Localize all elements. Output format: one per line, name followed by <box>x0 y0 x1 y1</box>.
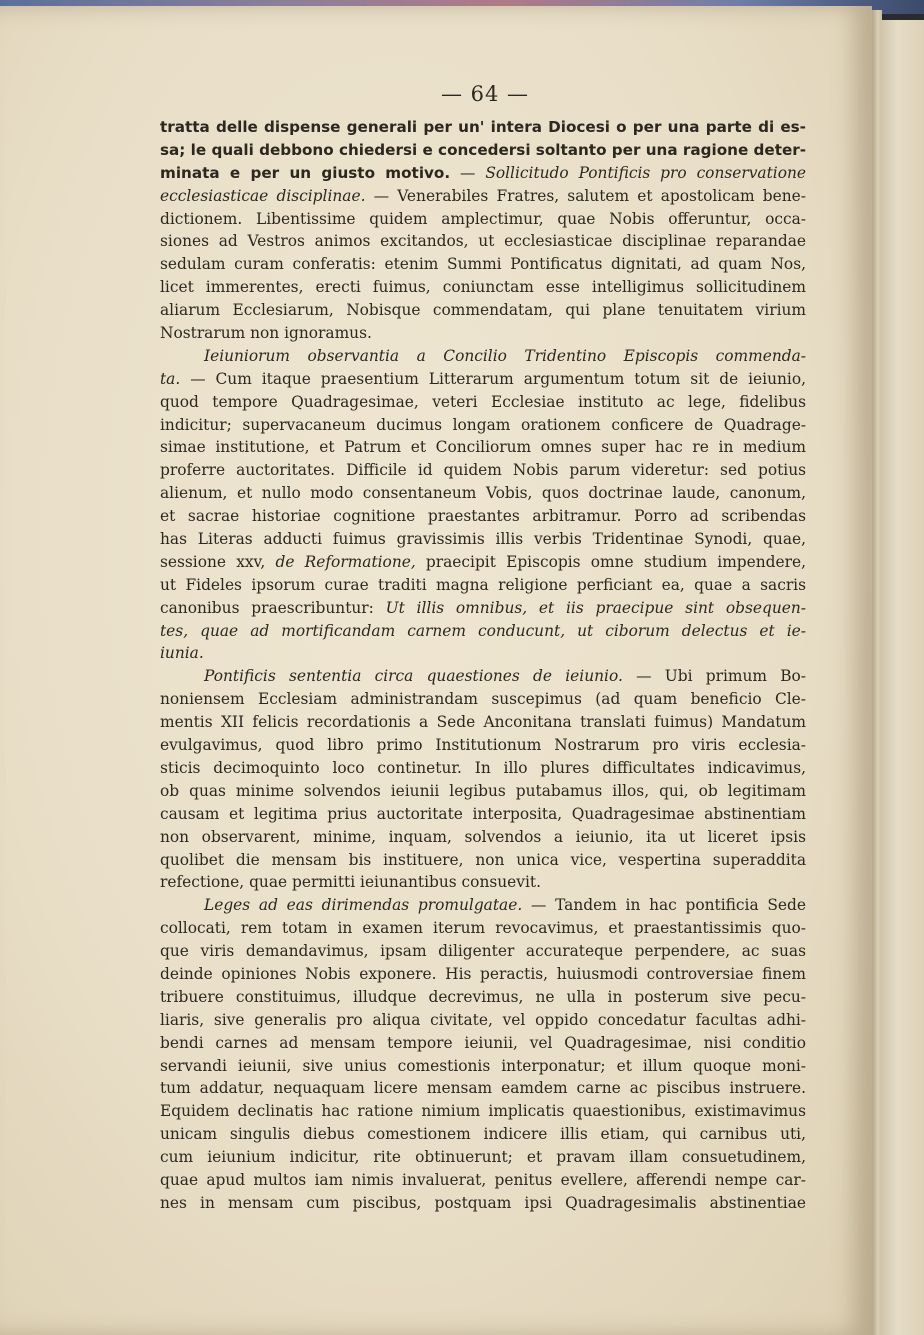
text-line <box>160 436 806 459</box>
text-segment: — Venerabiles Fratres, salutem et apostolicam bene- <box>365 186 806 205</box>
text-line <box>160 917 806 940</box>
text-segment: deinde opiniones Nobis exponere. His peractis, huiusmodi controversiae finem <box>160 964 806 983</box>
text-line <box>160 620 806 643</box>
text-line <box>160 986 806 1009</box>
text-line <box>160 940 806 963</box>
text-line <box>160 1192 806 1215</box>
text-line <box>160 1123 806 1146</box>
text-segment: que viris demandavimus, ipsam diligenter accurateque perpendere, ac suas <box>160 942 806 961</box>
text-segment: nes in mensam cum piscibus, postquam ipsi Quadragesimalis abstinentiae <box>160 1193 806 1212</box>
body-text <box>160 116 806 1215</box>
text-line <box>160 780 806 803</box>
text-segment: indicitur; supervacaneum ducimus longam orationem conficere de Quadrage- <box>160 415 806 434</box>
text-segment: quolibet die mensam bis instituere, non unica vice, vespertina superaddita <box>160 850 806 869</box>
text-segment: de Reformatione, <box>275 552 416 571</box>
text-segment: tribuere constituimus, illudque decrevimus, ne ulla in posterum sive pecu- <box>160 987 806 1006</box>
text-line <box>160 894 806 917</box>
text-segment: quod tempore Quadragesimae, veteri Ecclesiae instituto ac lege, fidelibus <box>160 392 806 411</box>
text-line <box>160 665 806 688</box>
text-segment: collocati, rem totam in examen iterum revocavimus, et praestantissimis quo- <box>160 919 806 938</box>
text-line <box>160 414 806 437</box>
text-line <box>160 1100 806 1123</box>
text-segment: refectione, quae permitti ieiunantibus consuevit. <box>160 873 541 892</box>
text-line <box>160 253 806 276</box>
text-segment: aliarum Ecclesiarum, Nobisque commendatam, qui plane tenuitatem virium <box>160 301 806 320</box>
text-line <box>160 1055 806 1078</box>
text-segment: — Tandem in hac pontificia Sede <box>522 896 806 915</box>
text-segment: praecipit Episcopis omne studium impendere, <box>415 552 806 571</box>
text-line <box>160 505 806 528</box>
text-line <box>160 528 806 551</box>
text-segment: ob quas minime solvendos ieiunii legibus putabamus illos, qui, ob legitimam <box>160 781 806 800</box>
text-segment: siones ad Vestros animos excitandos, ut ecclesiasticae disciplinae reparandae <box>160 232 806 251</box>
text-segment: proferre auctoritates. Difficile id quidem Nobis parum videretur: sed potius <box>160 461 806 480</box>
text-segment: has Literas adducti fuimus gravissimis illis verbis Tridentinae Synodi, quae, <box>160 530 806 549</box>
text-segment: dictionem. Libentissime quidem amplectimur, quae Nobis offeruntur, occa- <box>160 209 806 228</box>
text-line <box>160 345 806 368</box>
page-number: — 64 — <box>440 82 530 106</box>
text-segment: mentis XII felicis recordationis a Sede Anconitana translati fuimus) Mandatum <box>160 713 806 732</box>
text-segment: — Ubi primum Bo- <box>622 667 806 686</box>
text-line <box>160 185 806 208</box>
text-line <box>160 391 806 414</box>
text-segment: — <box>450 163 486 182</box>
text-segment: noniensem Ecclesiam administrandam suscepimus (ad quam beneficio Cle- <box>160 690 806 709</box>
text-line <box>160 871 806 894</box>
text-line <box>160 276 806 299</box>
text-line <box>160 963 806 986</box>
text-line <box>160 826 806 849</box>
text-line <box>160 1009 806 1032</box>
text-line <box>160 482 806 505</box>
text-line <box>160 803 806 826</box>
text-segment: et sacrae historiae cognitione praestantes arbitramur. Porro ad scribendas <box>160 507 806 526</box>
text-segment: Equidem declinatis hac ratione nimium implicatis quaestionibus, existimavimus <box>160 1102 806 1121</box>
text-segment: servandi ieiunii, sive unius comestionis interponatur; et illum quoque moni- <box>160 1056 806 1075</box>
text-segment: liaris, sive generalis pro aliqua civitate, vel oppido concedatur facultas adhi- <box>160 1010 806 1029</box>
text-segment: — Cum itaque praesentium Litterarum argumentum totum sit de ieiunio, <box>180 369 806 388</box>
text-segment: simae institutione, et Patrum et Conciliorum omnes super hac re in medium <box>160 438 806 457</box>
text-segment: cum ieiunium indicitur, rite obtinuerunt; et pravam illam consuetudinem, <box>160 1148 806 1167</box>
text-segment: sessione xxv, <box>160 552 276 571</box>
text-segment: tes, quae ad mortificandam carnem conducunt, ut ciborum delectus et ie- <box>160 621 806 640</box>
text-segment: Sollicitudo Pontificis pro conservatione <box>485 163 806 182</box>
text-segment: licet immerentes, erecti fuimus, coniunctam esse intelligimus sollicitudinem <box>160 278 806 297</box>
text-line <box>160 551 806 574</box>
text-line <box>160 208 806 231</box>
text-segment: unicam singulis diebus comestionem indicere illis etiam, qui carnibus uti, <box>160 1125 806 1144</box>
text-segment: Ieiuniorum observantia a Concilio Tridentino Episcopis commenda- <box>204 346 806 365</box>
text-segment: minata e per un giusto motivo. <box>160 163 451 182</box>
text-line <box>160 1169 806 1192</box>
text-segment: sticis decimoquinto loco continetur. In illo plures difficultates indicavimus, <box>160 758 806 777</box>
text-segment: ta. <box>160 369 181 388</box>
text-line <box>160 688 806 711</box>
text-line <box>160 1146 806 1169</box>
text-segment: iunia. <box>160 644 204 663</box>
text-line <box>160 574 806 597</box>
text-line <box>160 642 806 665</box>
text-segment: quae apud multos iam nimis invaluerat, penitus evellere, afferendi nempe car- <box>160 1170 806 1189</box>
text-line <box>160 322 806 345</box>
text-segment: Pontificis sententia circa quaestiones de ieiunio. <box>204 667 623 686</box>
text-segment: alienum, et nullo modo consentaneum Vobis, quos doctrinae laude, canonum, <box>160 484 806 503</box>
text-segment: bendi carnes ad mensam tempore ieiunii, vel Quadragesimae, nisi conditio <box>160 1033 806 1052</box>
text-line <box>160 849 806 872</box>
text-line <box>160 230 806 253</box>
text-line <box>160 1032 806 1055</box>
text-segment: sa; le quali debbono chiedersi e concedersi soltanto per una ragione deter- <box>160 140 806 159</box>
text-segment: canonibus praescribuntur: <box>160 598 386 617</box>
text-line <box>160 757 806 780</box>
text-line <box>160 734 806 757</box>
text-segment: tratta delle dispense generali per un' intera Diocesi o per una parte di es- <box>160 118 806 136</box>
text-line <box>160 459 806 482</box>
text-segment: ut Fideles ipsorum curae traditi magna religione perficiant ea, quae a sacris <box>160 575 806 594</box>
text-line <box>160 597 806 620</box>
text-segment: Ut illis omnibus, et iis praecipue sint obsequen- <box>385 598 806 617</box>
adjacent-page <box>880 20 924 1335</box>
text-segment: causam et legitima prius auctoritate interposita, Quadragesimae abstinentiam <box>160 804 806 823</box>
text-line <box>160 1077 806 1100</box>
text-segment: Leges ad eas dirimendas promulgatae. <box>204 896 523 915</box>
text-line <box>160 139 806 162</box>
text-segment: sedulam curam conferatis: etenim Summi Pontificatus dignitati, ad quam Nos, <box>160 255 806 274</box>
text-segment: evulgavimus, quod libro primo Institutionum Nostrarum pro viris ecclesia- <box>160 736 806 755</box>
text-segment: ecclesiasticae disciplinae. <box>160 186 366 205</box>
text-line <box>160 162 806 185</box>
text-line <box>160 299 806 322</box>
text-segment: Nostrarum non ignoramus. <box>160 324 372 343</box>
text-segment: non observarent, minime, inquam, solvendos a ieiunio, ita ut liceret ipsis <box>160 827 806 846</box>
text-line <box>160 368 806 391</box>
text-segment: tum addatur, nequaquam licere mensam eamdem carne ac piscibus instruere. <box>160 1079 806 1098</box>
text-line <box>160 711 806 734</box>
text-line <box>160 116 806 139</box>
